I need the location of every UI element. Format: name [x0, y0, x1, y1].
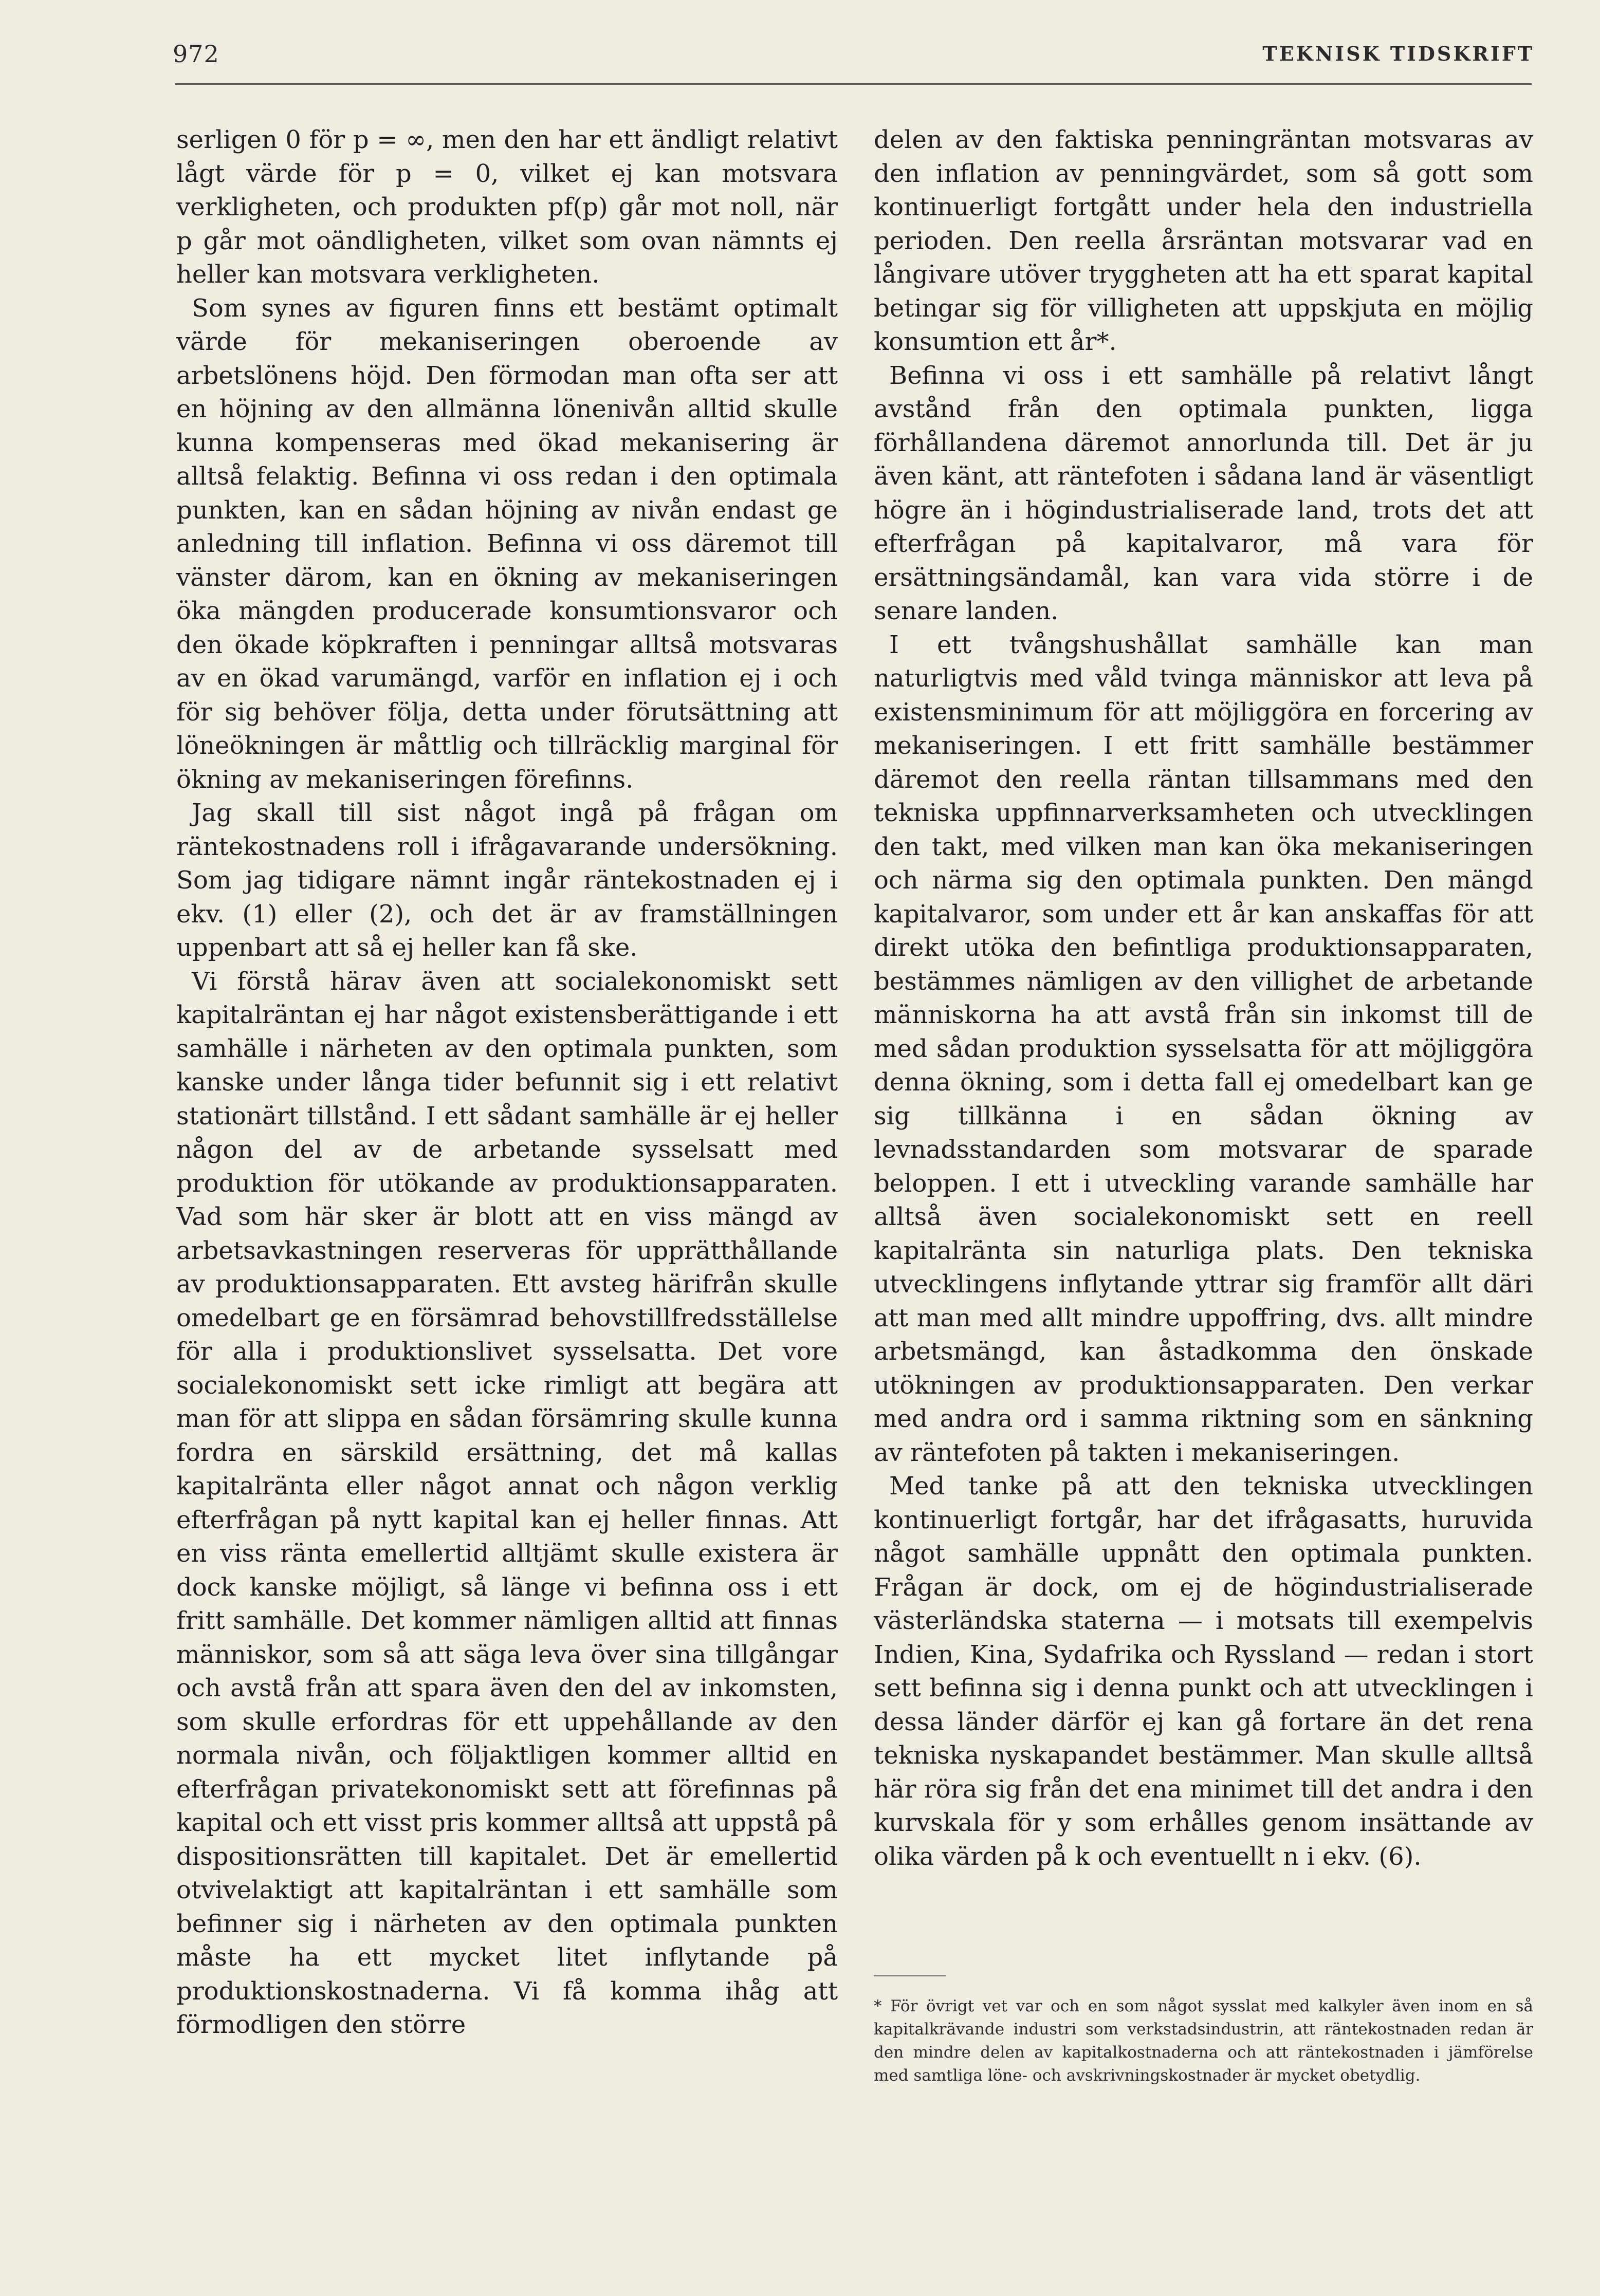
- paragraph: delen av den faktiska penningräntan motsvaras av den inflation av penningvärdet, som så gott som kontinuerligt fortgått under hela den industriella perioden. Den reella årsräntan motsvarar vad en långivare utöver tryggheten att ha ett sparat kapital betingar sig för villigheten att uppskjuta en möjlig konsumtion ett år*.: [874, 125, 1533, 356]
- paragraph: Vi förstå härav även att socialekonomiskt sett kapitalräntan ej har något existensberättigande i ett samhälle i närheten av den optimala punkten, som kanske under långa tider befunnit sig i ett relativt stationärt tillstånd. I ett sådant samhälle är ej heller någon del av de arbetande sysselsatt med produktion för utökande av produktionsapparaten. Vad som här sker är blott att en viss mängd av arbetsavkastningen reserveras för upprätthållande av produktionsapparaten. Ett avsteg härifrån skulle omedelbart ge en försämrad behovstillfredsställelse för alla i produktionslivet sysselsatta. Det vore socialekonomiskt sett icke rimligt att begära att man för att slippa en sådan försämring skulle kunna fordra en särskild ersättning, det må kallas kapitalränta eller något annat och någon verklig efterfrågan på nytt kapital kan ej heller finnas. Att en viss ränta emellertid alltjämt skulle existera är dock kanske möjligt, så länge vi befinna oss i ett fritt samhälle. Det kommer nämligen alltid att finnas människor, som så att säga leva över sina tillgångar och avstå från att spara även den del av inkomsten, som skulle erfordras för ett uppehållande av den normala nivån, och följaktligen kommer alltid en efterfrågan privatekonomiskt sett att förefinnas på kapital och ett visst pris kommer alltså att uppstå på dispositionsrätten till kapitalet. Det är emellertid otvivelaktigt att kapitalräntan i ett samhälle som befinner sig i närheten av den optimala punkten måste ha ett mycket litet inflytande på produktionskostnaderna. Vi få komma ihåg att förmodligen den större: [176, 967, 838, 2039]
- left-column: [176, 123, 838, 2042]
- paragraph: Med tanke på att den tekniska utvecklingen kontinuerligt fortgår, har det ifrågasatts, huruvida något samhälle uppnått den optimala punkten. Frågan är dock, om ej de högindustrialiserade västerländska staterna — i motsats till exempelvis Indien, Kina, Sydafrika och Ryssland — redan i stort sett befinna sig i denna punkt och att utvecklingen i dessa länder därför ej kan gå fortare än det rena tekniska nyskapandet bestämmer. Man skulle alltså här röra sig från det ena minimet till det andra i den kurvskala för y som erhålles genom insättande av olika värden på k och eventuellt n i ekv. (6).: [874, 1472, 1533, 1871]
- journal-title: TEKNISK TIDSKRIFT: [1262, 42, 1534, 65]
- footnote: [874, 1995, 1533, 2087]
- paragraph: Jag skall till sist något ingå på frågan om räntekostnadens roll i ifrågavarande undersökning. Som jag tidigare nämnt ingår räntekostnaden ej i ekv. (1) eller (2), och det är av framställningen uppenbart att så ej heller kan få ske.: [176, 799, 838, 962]
- paragraph: Som synes av figuren finns ett bestämt optimalt värde för mekaniseringen oberoende av arbetslönens höjd. Den förmodan man ofta ser att en höjning av den allmänna lönenivån alltid skulle kunna kompenseras med ökad mekanisering är alltså felaktig. Befinna vi oss redan i den optimala punkten, kan en sådan höjning av nivån endast ge anledning till inflation. Befinna vi oss däremot till vänster därom, kan en ökning av mekaniseringen öka mängden producerade konsumtionsvaror och den ökade köpkraften i penningar alltså motsvaras av en ökad varumängd, varför en inflation ej i och för sig behöver följa, detta under förutsättning att löneökningen är måttlig och tillräcklig marginal för ökning av mekaniseringen förefinns.: [176, 293, 838, 794]
- paragraph: Befinna vi oss i ett samhälle på relativt långt avstånd från den optimala punkten, ligga förhållandena däremot annorlunda till. Det är ju även känt, att räntefoten i sådana land är väsentligt högre än i högindustrialiserade land, trots det att efterfrågan på kapitalvaror, må vara för ersättningsändamål, kan vara vida större i de senare landen.: [874, 361, 1533, 625]
- footnote-text: * För övrigt vet var och en som något sysslat med kalkyler även inom en så kapitalkrävande industri som verkstadsindustrin, att räntekostnaden redan är den mindre delen av kapitalkostnaderna och att räntekostnaden i jämförelse med samtliga löne- och avskrivningskostnader är mycket obetydlig.: [874, 1997, 1533, 2085]
- right-column: [874, 123, 1533, 1874]
- paragraph: serligen 0 för p = ∞, men den har ett ändligt relativt lågt värde för p = 0, vilket ej kan motsvara verkligheten, och produkten pf(p) går mot noll, när p går mot oändligheten, vilket som ovan nämnts ej heller kan motsvara verkligheten.: [176, 125, 838, 289]
- paragraph: I ett tvångshushållat samhälle kan man naturligtvis med våld tvinga människor att leva på existensminimum för att möjliggöra en forcering av mekaniseringen. I ett fritt samhälle bestämmer däremot den reella räntan tillsammans med den tekniska uppfinnarverksamheten och utvecklingen den takt, med vilken man kan öka mekaniseringen och närma sig den optimala punkten. Den mängd kapitalvaror, som under ett år kan anskaffas för att direkt utöka den befintliga produktionsapparaten, bestämmes nämligen av den villighet de arbetande människorna ha att avstå från sin inkomst till de med sådan produktion sysselsatta för att möjliggöra denna ökning, som i detta fall ej omedelbart kan ge sig tillkänna i en sådan ökning av levnadsstandarden som motsvarar de sparade beloppen. I ett i utveckling varande samhälle har alltså även socialekonomiskt sett en reell kapitalränta sin naturliga plats. Den tekniska utvecklingens inflytande yttrar sig framför allt däri att man med allt mindre uppoffring, dvs. allt mindre arbetsmängd, kan åstadkomma den önskade utökningen av produktionsapparaten. Den verkar med andra ord i samma riktning som en sänkning av räntefoten på takten i mekaniseringen.: [874, 630, 1533, 1467]
- header-rule: [175, 83, 1532, 85]
- footnote-rule: [874, 1975, 946, 1976]
- page-number: 972: [173, 40, 219, 68]
